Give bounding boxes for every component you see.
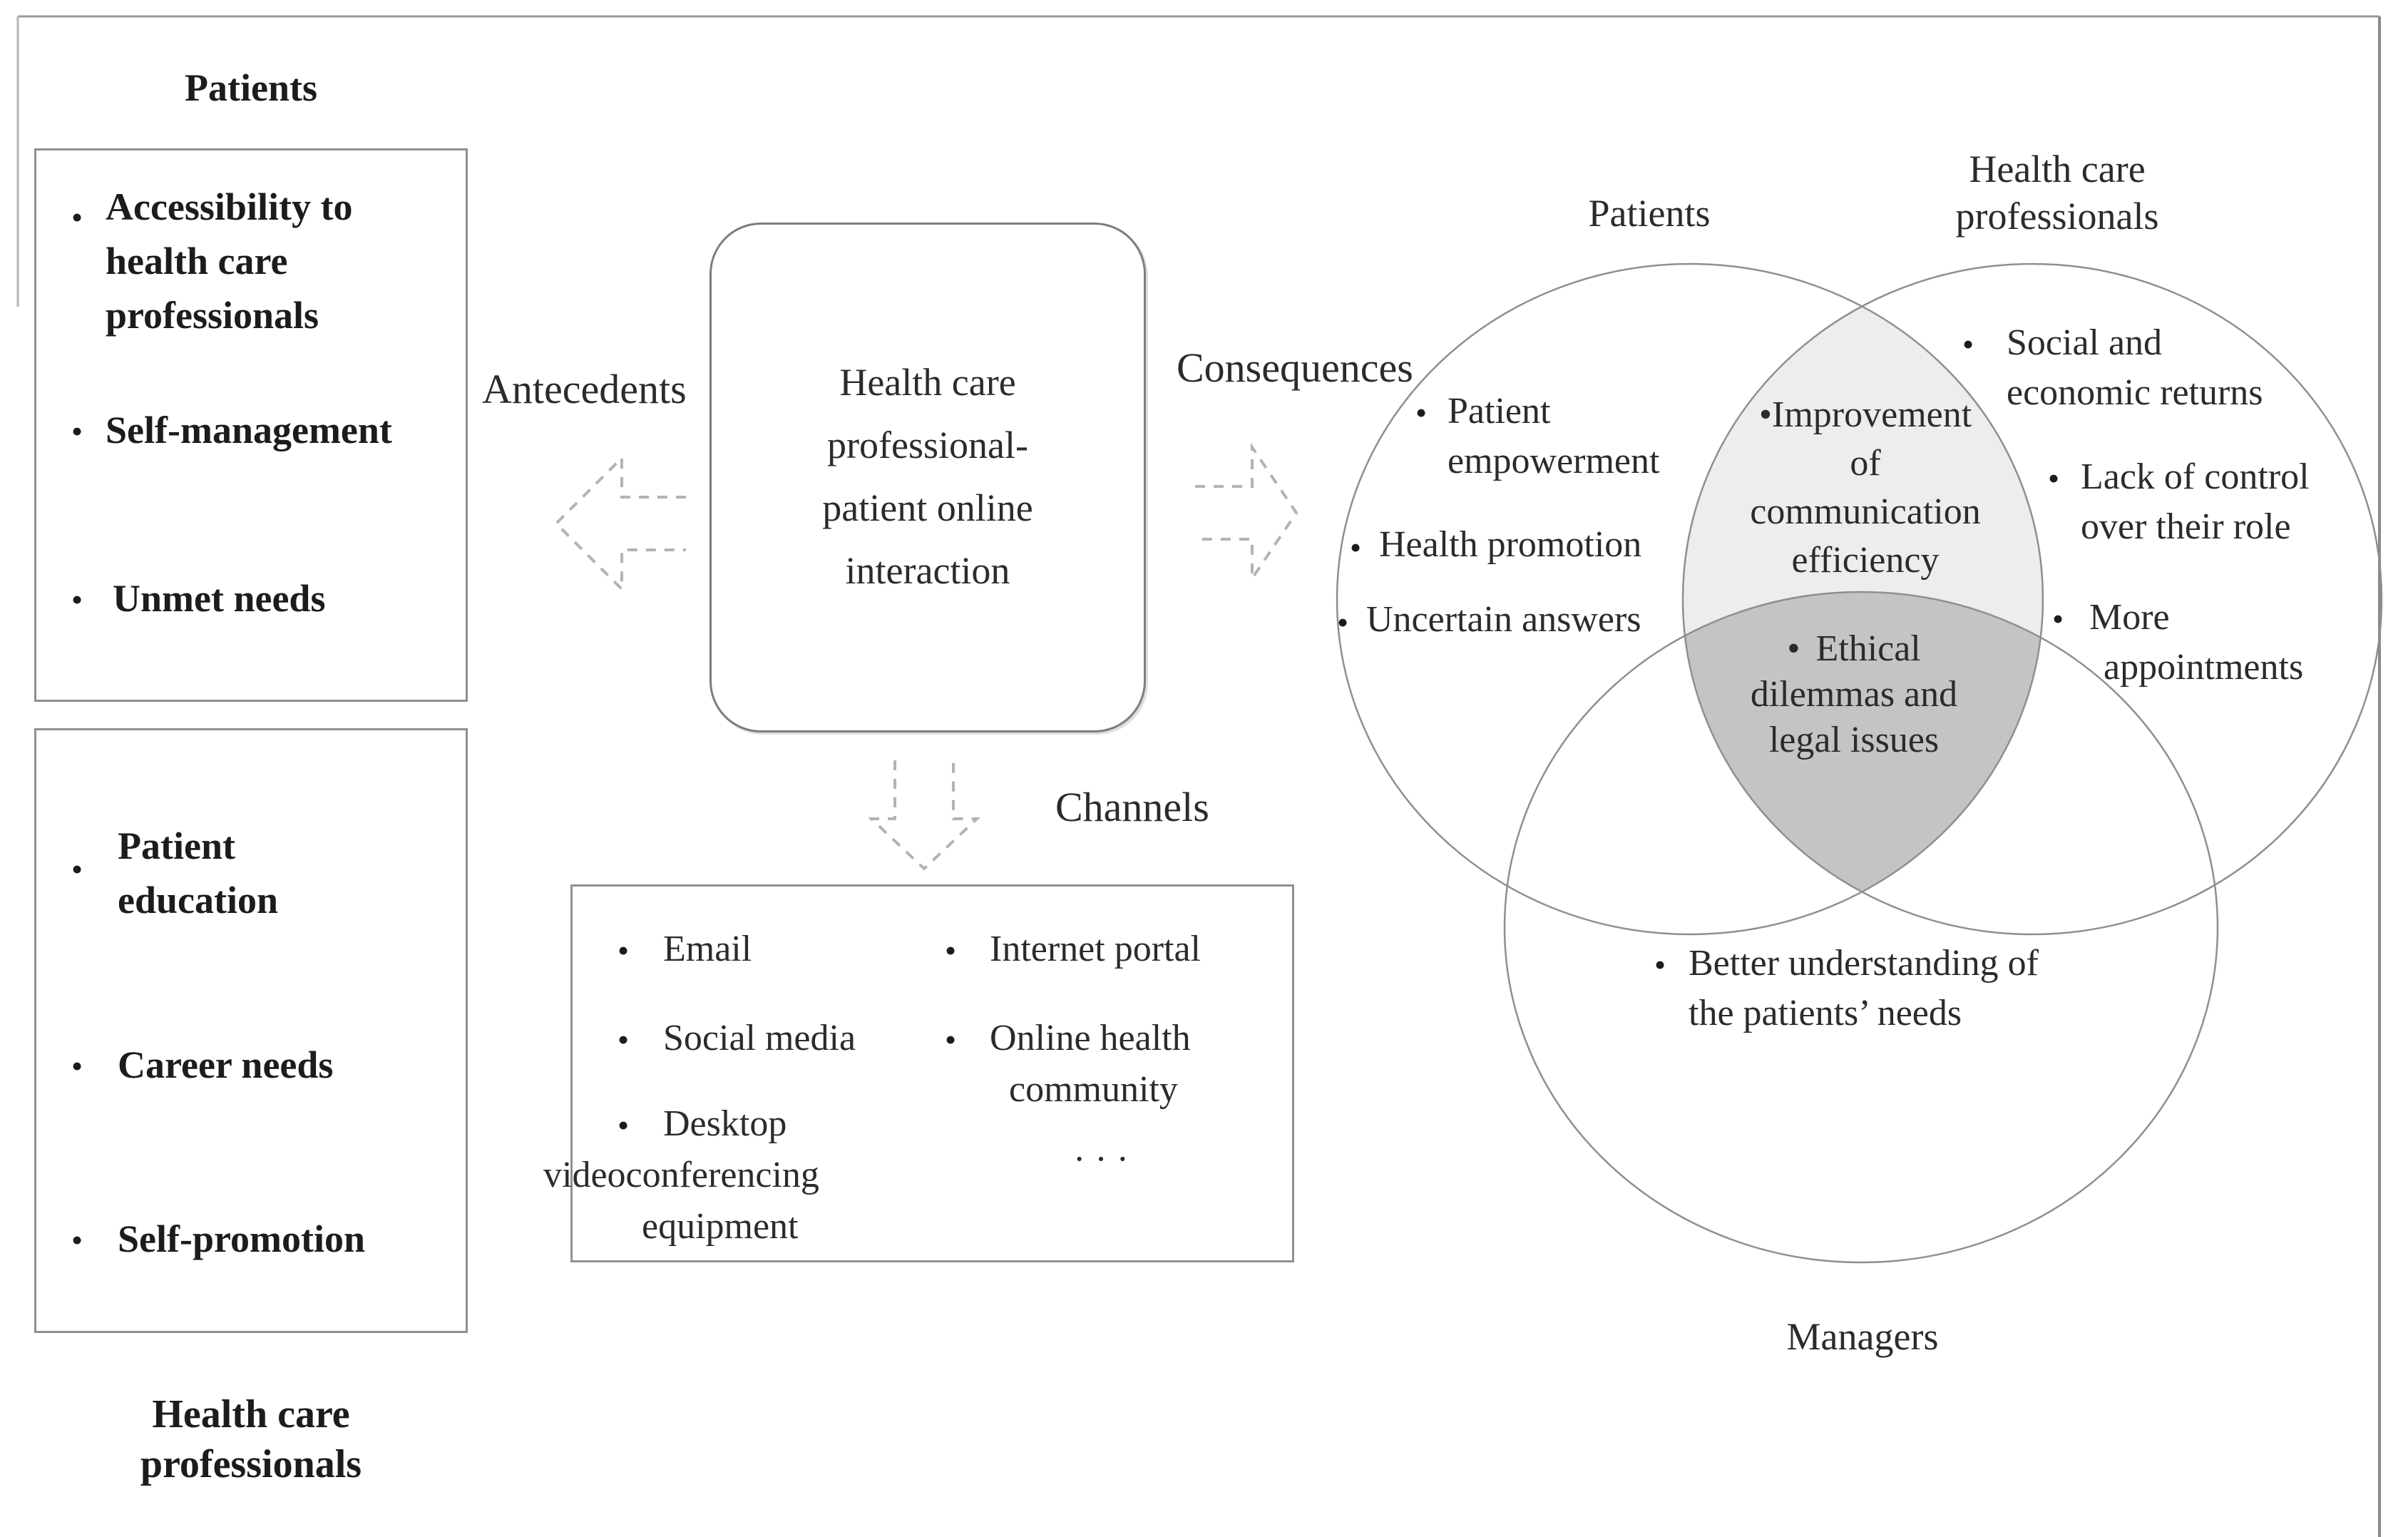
bullet-icon: • [945,932,957,969]
venn-item-line: Lack of control [2081,456,2310,497]
bullet-icon: • [945,1021,957,1058]
core-line: professional- [827,424,1028,466]
bullet-icon: • [71,199,83,235]
channel-item-online-health: Online health [990,1018,1191,1058]
bullet-icon: • [1337,604,1349,640]
bullet-icon: • [2048,460,2060,496]
venn-overlap-line [1751,626,1957,672]
venn-item-line: Better understanding of [1689,943,2039,984]
venn-item-line: economic returns [2007,372,2263,413]
list-item-patient-education [118,819,278,927]
list-item-self-promotion: Self-promotion [118,1217,365,1260]
venn-overlap-text: Ethical [1815,628,1921,669]
bullet-icon: • [71,581,83,618]
venn-overlap-improvement [1750,391,1980,585]
channels-label: Channels [1055,784,1209,830]
bullet-icon: • [618,1107,630,1143]
bullet-icon: • [71,413,83,449]
venn-overlap-line: dilemmas and [1750,674,1958,715]
core-line: patient online [822,486,1033,529]
list-item-unmet-needs: Unmet needs [113,577,326,620]
core-line: interaction [845,549,1010,592]
venn-overlap-line: legal issues [1768,720,1940,760]
list-item-line: Accessibility to [106,185,353,228]
venn-item-line: the patients’ needs [1689,993,1962,1033]
venn-item-line: More [2089,597,2170,638]
channel-item-ellipsis: · · · [1073,1139,1129,1180]
hcp-box-caption [140,1389,362,1489]
venn-overlap-line [1750,391,1980,439]
venn-hcp-label-line: professionals [1955,195,2159,238]
bullet-icon: • [1962,326,1974,362]
core-line: Health care [839,361,1016,404]
venn-hcp-label [1956,145,2159,240]
antecedents-arrow-icon [556,458,686,589]
bullet-icon: • [71,1222,83,1258]
list-item-line: education [118,879,279,921]
venn-item-line: Social and [2007,322,2163,363]
antecedents-patients-title: Patients [185,66,317,109]
caption-line: Health care [152,1392,350,1436]
channel-item-desktop-line2: videoconferencing [543,1155,819,1195]
consequences-label: Consequences [1177,344,1413,391]
venn-item-line: empowerment [1448,441,1660,481]
venn-item-lack-control [2081,452,2310,552]
list-item-line: professionals [106,294,319,337]
venn-overlap-line: of [1850,443,1881,484]
list-item-career-needs: Career needs [118,1043,334,1086]
core-concept-text [822,351,1033,602]
bullet-icon: • [71,1048,83,1084]
channel-item-online-health-line2: community [1009,1069,1178,1110]
venn-item-better-understanding [1689,939,2039,1038]
bullet-icon: • [1758,394,1773,435]
venn-item-more-appointments [2089,593,2303,693]
venn-overlap-line: efficiency [1791,540,1940,581]
list-item-line: Patient [118,824,235,867]
venn-item-social-returns [2007,318,2263,418]
list-item-line: health care [106,240,288,282]
channel-item-desktop: Desktop [663,1103,787,1144]
venn-item-line: appointments [2104,647,2304,688]
bullet-icon: • [1787,628,1800,669]
bullet-icon: • [71,851,83,887]
channels-arrow-icon [871,760,977,869]
venn-item-line: Patient [1448,391,1551,432]
caption-line: professionals [140,1442,362,1486]
venn-overlap-line: communication [1750,491,1981,532]
list-item-self-management: Self-management [106,409,392,451]
venn-overlap-ethical [1751,626,1957,763]
venn-item-uncertain-answers: Uncertain answers [1366,599,1641,640]
venn-hcp-label-line: Health care [1969,148,2146,190]
venn-managers-label: Managers [1786,1315,1939,1358]
bullet-icon: • [1654,946,1666,983]
venn-item-patient-empowerment [1448,387,1659,486]
bullet-icon: • [1415,394,1428,431]
bullet-icon: • [2052,601,2064,637]
channel-item-social-media: Social media [663,1018,856,1058]
antecedents-label: Antecedents [482,366,687,412]
channel-item-internet-portal: Internet portal [990,929,1201,969]
channel-item-email: Email [663,929,752,969]
bullet-icon: • [1350,529,1362,566]
list-item-accessibility [106,180,352,342]
consequences-arrow-icon [1195,447,1296,578]
bullet-icon: • [618,1021,630,1058]
bullet-icon: • [618,932,630,969]
venn-patients-label: Patients [1588,192,1711,235]
venn-overlap-text: Improvement [1772,394,1972,435]
venn-item-health-promotion: Health promotion [1379,524,1642,565]
venn-item-line: over their role [2081,506,2291,547]
channel-item-desktop-line3: equipment [642,1206,799,1247]
